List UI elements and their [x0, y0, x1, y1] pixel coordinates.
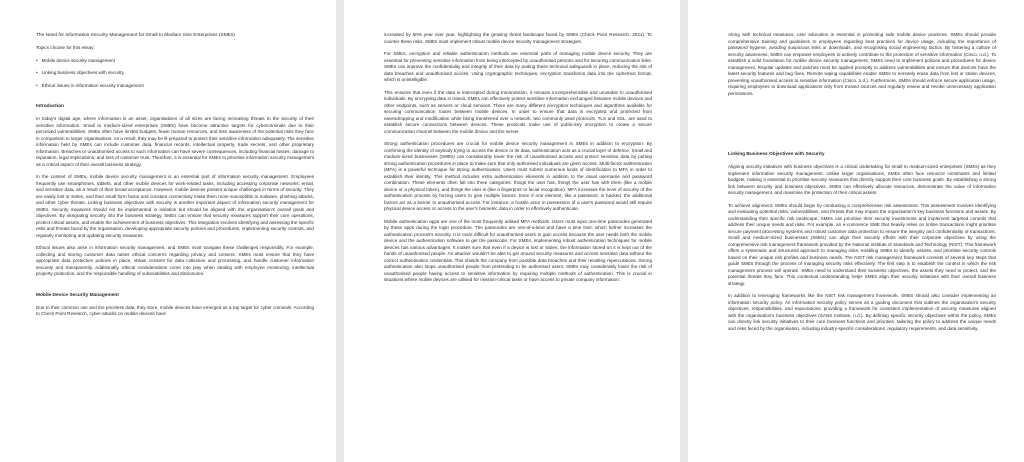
section-heading-mobile-device-security: Mobile Device Security Management	[36, 292, 119, 298]
paragraph: Ethical issues also arise in information security management, and SMEs must navigate these challenges responsibly. For example, collecting and storing customer data raises ethical concerns regarding privacy and consent. SMEs must ensure that they have appropriate data protection policies in place, obtain consent for data collection and processing, and handle customer information securely and transparently. Additionally, ethical considerations come into play when dealing with employee monitoring, intellectual property protection, and the responsible handling of vulnerabilities and disclosures.	[36, 245, 314, 276]
paragraph: To achieve alignment, SMEs should begin by conducting a comprehensive risk assessment. This assessment involves identifying and evaluating potential risks, vulnerabilities, and threats that may impact the organisation's key business functions and assets. By understanding their specific risk landscape, SMEs can prioritise their security investments and implement targeted controls that address their unique needs and risks. For example, an e-commerce SME that heavily relies on online transactions might prioritise secure payment processing systems and robust customer data protection to ensure the integrity and confidentiality of transactions. Small and medium-sized businesses (SMEs) can align their security efforts with their corporate objectives by using the comprehensive risk management framework provided by the National Institute of Standards and Technology (NIST). This framework offers a systematic and structured approach to managing risks, enabling SMEs to identify, assess, and prioritise security controls based on their unique risk profiles and business needs. The NIST risk management framework consists of several key steps that guide SMEs through the process of managing security risks effectively. The first step is to establish the context in which the risk management process will operate. SMEs need to understand their business objectives, the assets they need to protect, and the potential threats they face. This contextual understanding helps SMEs align their security initiatives with their overall business strategy.	[728, 202, 996, 286]
paragraph: increased by 50% year over year, highlighting the growing threat landscape faced by SMEs (Check Point Research, 2021). To counter these risks, SMEs must implement robust mobile device security management strategies.	[384, 32, 652, 44]
paragraph: In today's digital age, where information is an asset, organisations of all sizes are facing increasing threats to the security of their sensitive information. Small to medium-sized enterprises (SMEs) have become attractive targets for cybercriminals due to their perceived vulnerabilities. SMEs often have limited budgets, fewer human resources, and less awareness of the potential risks they face in comparison to larger organisations. As a result, they may be ill-prepared to protect their sensitive information adequately. The sensitive information held by SMEs can include customer data, financial records, intellectual property, trade secrets, and other proprietary information. Breaches or unauthorised access to such information can have severe consequences, including financial losses, damage to reputation, legal implications, and loss of customer trust. Therefore, it is essential for SMEs to prioritise information security management as a critical aspect of their overall business strategy.	[36, 116, 314, 167]
paragraph: Due to their common use and the priceless data, they store, mobile devices have emerged as a top target for cyber criminals. According to Check Point Research, cyber-attacks on mobile devices have	[36, 304, 314, 316]
paragraph: Aligning security initiatives with business objectives is a critical undertaking for small to medium-sized enterprises (SMEs) as they implement information security management. Unlike larger organisations, SMEs often face resource constraints and limited budgets, making it essential to prioritise security measures that directly support their core business goals. By establishing a strong link between security and business objectives, SMEs can effectively allocate resources, demonstrate the value of information security management, and maximise the protection of their critical assets.	[728, 164, 996, 195]
document-page-1	[0, 0, 336, 462]
paragraph: Along with technical measures, user education is essential in promoting safe mobile device practices. SMEs should provide comprehensive training and guidelines to employees regarding best practices for device usage, including the importance of password hygiene, avoiding suspicious links or downloads, and recognising social engineering tactics. By fostering a culture of security awareness, SMEs can empower employees to actively contribute to the protection of sensitive information (Cisco, n.d.). To establish a solid foundation for mobile device security management, SMEs need to implement policies and procedures for device management. Regular updates and patches must be applied promptly to address vulnerabilities and ensure that devices have the latest security features and bug fixes. Remote wiping capabilities enable SMEs to remotely erase data from lost or stolen devices, preventing unauthorised access to sensitive information (Cisco, n.d.). Furthermore, SMEs should enforce secure application usage, requiring employees to download applications only from trusted sources and regularly review and revoke unnecessary application permissions.	[728, 32, 996, 96]
section-heading-linking-objectives: Linking Business Objectives with Security	[728, 152, 825, 157]
paragraph: In addition to leveraging frameworks like the NIST risk management framework, SMEs should also consider implementing an information security policy. An information security policy serves as a guiding document that outlines the organisation's security objectives, responsibilities, and expectations, providing a framework for consistent implementation of security measures aligned with the organisation's business objectives (SANS Institute, n.d.). By defining specific security objectives within the policy, SMEs can directly link security initiatives to their core business functions and priorities, tailoring the policy to address the unique needs and risks faced by the organisation, including industry-specific considerations, regulatory requirements, and data sensitivity.	[728, 293, 996, 331]
paragraph: This ensures that even if the data is intercepted during transmission, it remains incomprehensible and unusable to unauthorised individuals. By encrypting data in transit, SMEs can effectively protect sensitive information exchanged between mobile devices and other endpoints, such as servers or cloud services. There are many different encryption techniques and algorithms available for securing communication routes between mobile devices. In order to ensure that data is encrypted and protected from eavesdropping and modification while being transferred over a network, two commonly used protocols, TLS and SSL, are used to establish secure connections between devices. These protocols make use of public-key encryption to create a secure communication channel between the mobile device and the server.	[384, 89, 652, 134]
topics-list	[36, 58, 314, 90]
section-heading-introduction: Introduction	[36, 104, 64, 109]
topic-item: • Ethical issues in information security management	[36, 83, 314, 90]
topic-item: • Mobile device security management	[36, 58, 314, 65]
document-page-3	[688, 0, 1024, 462]
paragraph: In the context of SMEs, mobile device security management is an essential part of information security management. Employees frequently use smartphones, tablets, and other mobile devices for work-related tasks, including accessing corporate networks, email, and sensitive data, as a result of their broad acceptance. However, mobile devices present unique challenges in terms of security. They are easily lost or stolen, and their small form factor and constant connectivity make them more susceptible to malware, phishing attacks, and other cyber threats. Linking business objectives with security is another important aspect of information security management for SMEs. Security measures should not be implemented in isolation but should be aligned with the organisation's overall goals and objectives. By integrating security into the business strategy, SMEs can ensure that security measures support their core operations, protect critical assets, and enable the achievement of business objectives. This integration involves identifying and assessing the specific risks and threats faced by the organisation, developing appropriate security policies and procedures, implementing security controls, and regularly monitoring and updating security measures.	[36, 174, 314, 238]
topic-item: • Linking business objectives with security	[36, 70, 314, 77]
spacer	[728, 103, 996, 137]
paragraph: Strong authentication procedures are crucial for mobile device security management in SMEs in addition to encryption. By confirming the identity of anybody trying to access the device or its data, authentication acts as a crucial layer of defence. Small and medium-sized businesses (SMEs) can considerably lower the risk of unauthorised access and protect sensitive data by putting strong authentication procedures in place to make sure that only authorised individuals are given access. Multi-factor authentication (MFA) is a powerful technique for strong authentication. Users must submit numerous kinds of identification to MFA in order to establish their identity. This method includes extra authentication elements in addition to the usual username and password combination. These elements often fall into three categories: things the user has, things the user has with them (like a mobile device or a physical token), and things the user is (like a fingerprint or facial recognition). MFA increases the level of security of the authentication process by forcing users to give multiple factors. Even if one element, like a password, is hacked, the additional factors act as a barrier to unauthorised access. For instance, a hostile actor in possession of a user's password would still require physical device access or access to the user's biometric data in order to effectively authenticate.	[384, 141, 652, 211]
document-title: The Need for Information Security Management for Small to Medium Size Enterprises (SMEs)	[36, 33, 235, 38]
topics-intro: Topics choose for this essay:	[36, 45, 95, 50]
paragraph: For SMEs, encryption and reliable authentication methods are essential parts of managing mobile device security. They are essential for preventing sensitive information from being intercepted by unauthorised persons and for securing communication links. SMEs can improve the confidentiality and integrity of their data by putting these technical safeguards in place, reducing the risk of data breaches and unauthorised access. Using cryptographic techniques, encryption transforms data into the ciphertext format, which is unintelligible.	[384, 51, 652, 82]
document-page-2	[344, 0, 680, 462]
paragraph: Mobile authentication apps are one of the most frequently utilised MFA methods. Users must input one-time passcodes generated by these apps during the login procedure. The passcodes are one-of-a-kind and have a time limit, which further increases the authentication process's security. It is more difficult for unauthorised users to gain access because the user needs both the mobile device and the authentication software to get the passcode. For SMEs, implementing robust authentication techniques for mobile devices has various advantages. It makes sure that even if a device is lost or stolen, the information stored on it is kept out of the hands of unauthorised people. An attacker wouldn't be able to get around security measures and access sensitive data without the correct authentication credentials. This shields the company from possible data breaches and their resulting repercussions. Strong authentication also stops unauthorised people from pretending to be authorised users. SMEs may considerably lower the risk of unauthorised people having access to sensitive information by requiring multiple methods of authentication. This is crucial in situations where mobile devices are utilised for mission-critical tasks or have access to private company information.	[384, 218, 652, 282]
